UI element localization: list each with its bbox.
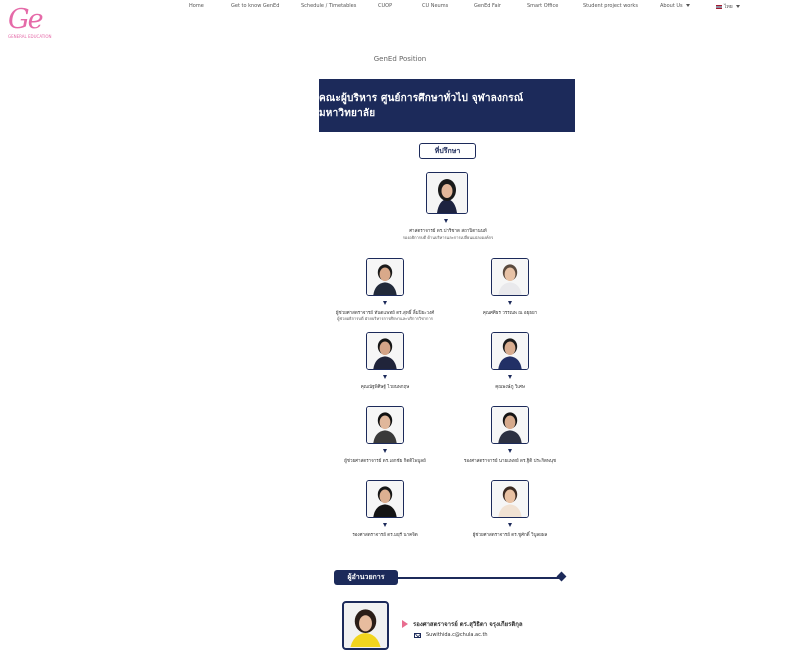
language-switcher[interactable] [716, 3, 740, 11]
committee-photo [491, 258, 529, 296]
committee-name: รองศาสตราจารย์ นายแพทย์ ดร.ฐิติ ประกิตพนุช [463, 459, 557, 464]
director-section-label: ผู้อำนวยการ [334, 570, 398, 585]
committee-photo [491, 332, 529, 370]
chevron-down-icon [736, 5, 740, 8]
person-avatar-icon [492, 333, 528, 369]
executive-banner [319, 79, 575, 132]
committee-photo [366, 332, 404, 370]
advisor-section-label: ที่ปรึกษา [419, 143, 476, 159]
logo-mark: Ge [8, 4, 42, 35]
committee-photo [366, 480, 404, 518]
pointer-icon [508, 375, 512, 379]
committee-name: ผู้ช่วยศาสตราจารย์ ดร.เอกชัย กิตติไพบูลย์ [344, 459, 426, 464]
pointer-icon [383, 523, 387, 527]
play-icon [402, 620, 408, 628]
committee-photo [366, 258, 404, 296]
nav-cuop[interactable]: CUOP [378, 3, 393, 9]
pointer-icon [508, 523, 512, 527]
committee-photo [491, 480, 529, 518]
pointer-icon [383, 449, 387, 453]
nav-gened-fair[interactable]: GenEd Fair [474, 3, 501, 9]
person-avatar-icon [367, 481, 403, 517]
advisor-role: รองอธิการบดี ด้านบริหารและการเปลี่ยนแปลงองค์กร [402, 235, 494, 240]
committee-name: คุณณัฐพิศิษฐ์ ไวยนพกฤษ [360, 385, 410, 390]
pointer-icon [508, 449, 512, 453]
advisor-photo [426, 172, 468, 214]
nav-about-us-label: About Us [660, 3, 683, 9]
person-avatar-icon [492, 407, 528, 443]
nav-schedule[interactable]: Schedule / Timetables [301, 3, 357, 9]
committee-name: ผู้ช่วยศาสตราจารย์ ทันตแพทย์ ดร.สุทธิ์ ลิ้มปิยะวงศ์ [335, 311, 435, 316]
nav-home[interactable]: Home [189, 3, 204, 9]
banner-title: คณะผู้บริหาร ศูนย์การศึกษาทั่วไป จุฬาลงกรณ์มหาวิทยาลัย [319, 92, 524, 119]
nav-get-to-know[interactable]: Get to know GenEd [231, 3, 280, 9]
advisor-avatar-icon [427, 173, 467, 213]
pointer-icon [508, 301, 512, 305]
language-label: ไทย [724, 4, 733, 10]
nav-student-projects[interactable]: Student project works [583, 3, 638, 9]
person-avatar-icon [367, 333, 403, 369]
director-photo [342, 601, 389, 650]
logo-subtitle: GENERAL EDUCATION [8, 34, 52, 39]
thai-flag-icon [716, 5, 722, 9]
advisor-pointer-icon [444, 219, 448, 223]
committee-role: ผู้ช่วยอธิการบดี ฝ่ายบริหารการศึกษาและบริการวิชาการ [337, 316, 433, 321]
committee-photo [366, 406, 404, 444]
page-title: GenEd Position [373, 55, 427, 63]
mail-icon [414, 633, 421, 638]
committee-photo [491, 406, 529, 444]
committee-name: ผู้ช่วยศาสตราจารย์ ดร.ชูศักดิ์ วิบูลยผล [472, 533, 548, 538]
pointer-icon [383, 375, 387, 379]
director-email[interactable]: Suwithida.c@chula.ac.th [426, 632, 488, 638]
section-divider [398, 577, 560, 579]
director-name: รองศาสตราจารย์ ดร.สุวิธิดา จรุงเกียรติกุล [413, 621, 523, 628]
committee-name: รองศาสตราจารย์ ดร.มยุรี นาคจิต [352, 533, 418, 538]
person-avatar-icon [492, 481, 528, 517]
nav-cu-neums[interactable]: CU Neums [422, 3, 449, 9]
main-nav [0, 3, 800, 13]
person-avatar-icon [367, 259, 403, 295]
director-avatar-icon [344, 603, 387, 648]
advisor-name: ศาสตราจารย์ ดร.ปาริชาต สถาปิตานนท์ [409, 229, 487, 234]
committee-name: คุณศศิธร วรรณพ ณ อยุธยา [482, 311, 538, 316]
diamond-icon [557, 572, 567, 582]
nav-about-us[interactable] [660, 3, 690, 9]
pointer-icon [383, 301, 387, 305]
committee-name: คุณพงษ์ภู วิเศษ [495, 385, 525, 390]
chevron-down-icon [686, 4, 690, 7]
person-avatar-icon [492, 259, 528, 295]
person-avatar-icon [367, 407, 403, 443]
nav-smart-office[interactable]: Smart Office [527, 3, 559, 9]
